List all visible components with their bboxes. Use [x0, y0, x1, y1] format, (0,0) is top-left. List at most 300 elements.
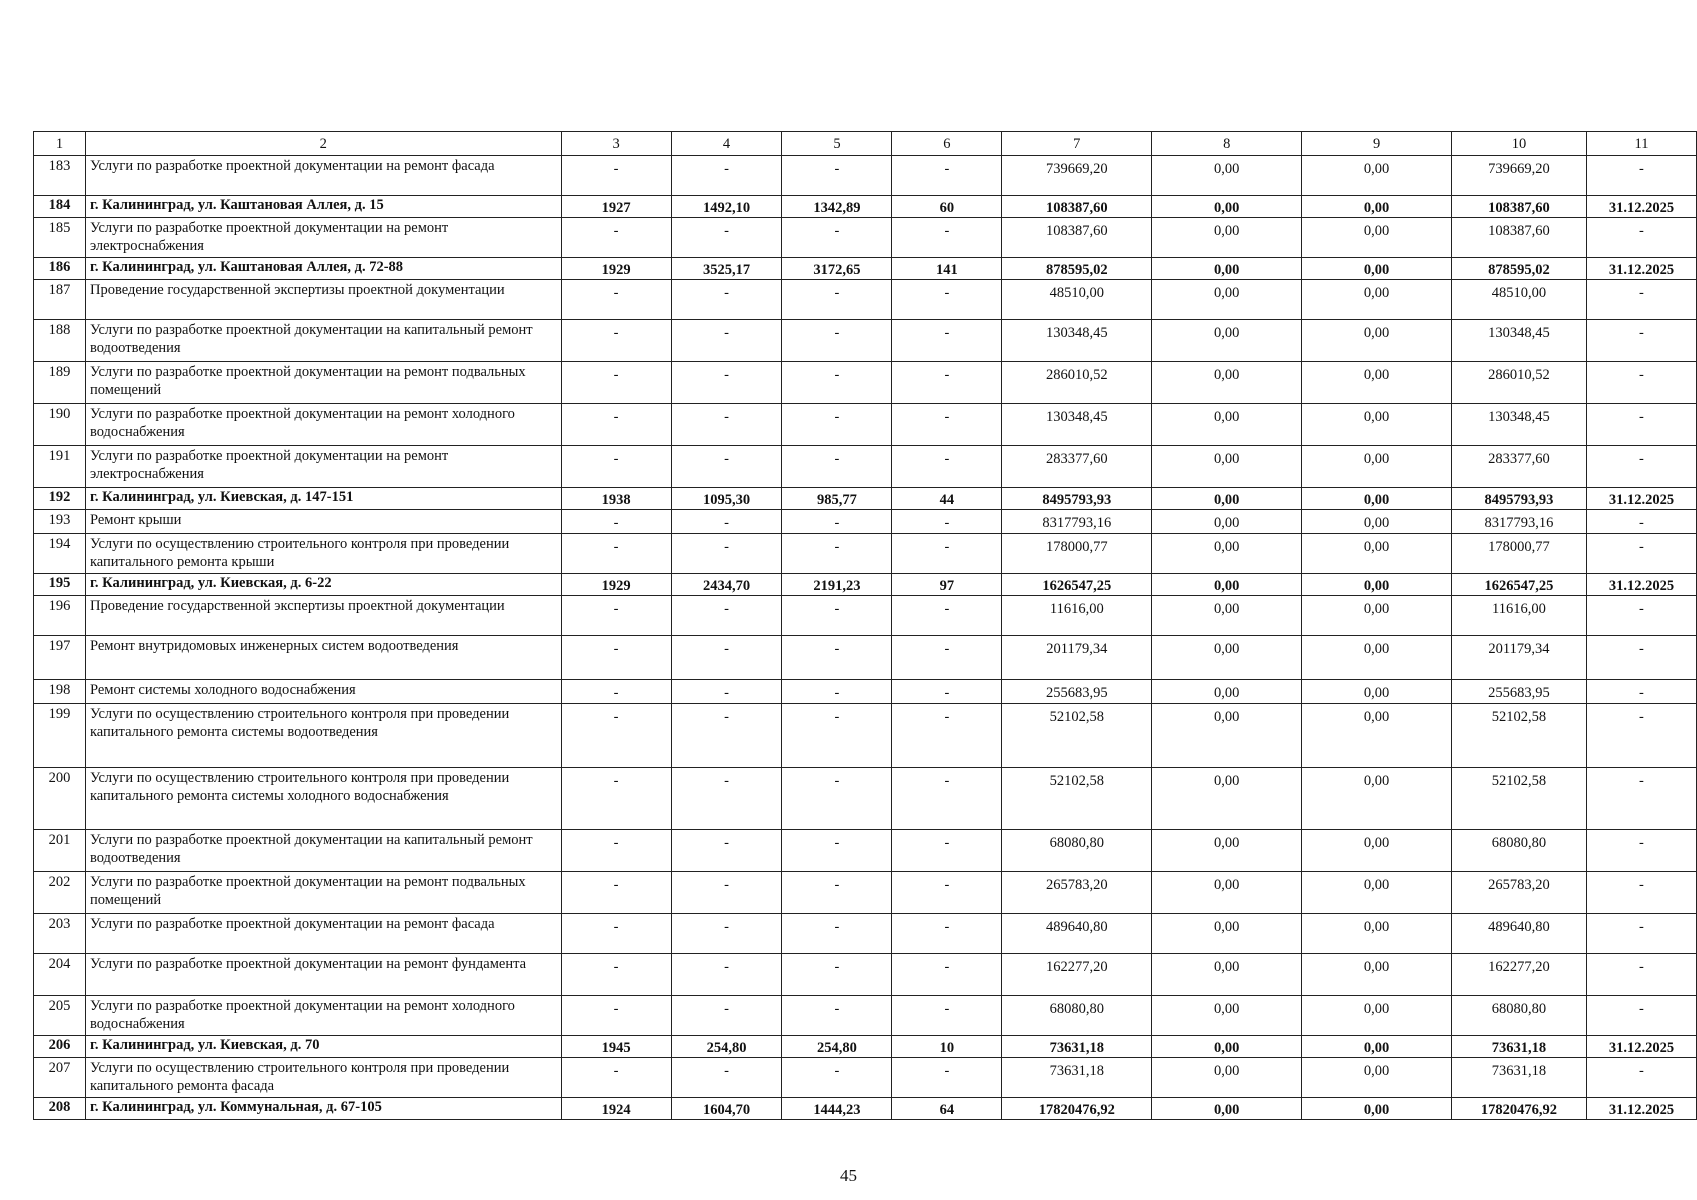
municipal-funds-cell: 0,00 [1302, 218, 1452, 258]
living-area-cell: 2191,23 [782, 574, 892, 596]
regional-funds-cell: 0,00 [1152, 258, 1302, 280]
municipal-funds-cell: 0,00 [1302, 488, 1452, 510]
year-built-cell: - [561, 954, 671, 996]
owner-funds-cell: 73631,18 [1452, 1058, 1587, 1098]
work-item-row [34, 280, 1697, 320]
owner-funds-cell: 8495793,93 [1452, 488, 1587, 510]
total-area-cell: - [671, 954, 782, 996]
description-cell: Проведение государственной экспертизы проектной документации [85, 280, 561, 320]
owner-funds-cell: 286010,52 [1452, 362, 1587, 404]
year-built-cell: - [561, 872, 671, 914]
municipal-funds-cell: 0,00 [1302, 574, 1452, 596]
regional-funds-cell: 0,00 [1152, 218, 1302, 258]
completion-date-cell: - [1586, 404, 1696, 446]
municipal-funds-cell: 0,00 [1302, 534, 1452, 574]
column-header: 10 [1452, 132, 1587, 156]
regional-funds-cell: 0,00 [1152, 280, 1302, 320]
residents-cell: - [892, 510, 1002, 534]
column-header: 4 [671, 132, 782, 156]
total-cost-cell: 265783,20 [1002, 872, 1152, 914]
completion-date-cell: - [1586, 446, 1696, 488]
total-area-cell: 1095,30 [671, 488, 782, 510]
total-area-cell: - [671, 156, 782, 196]
owner-funds-cell: 739669,20 [1452, 156, 1587, 196]
description-cell: г. Калининград, ул. Киевская, д. 147-151 [85, 488, 561, 510]
work-item-row [34, 534, 1697, 574]
municipal-funds-cell: 0,00 [1302, 1098, 1452, 1120]
year-built-cell: - [561, 320, 671, 362]
year-built-cell: - [561, 830, 671, 872]
owner-funds-cell: 68080,80 [1452, 996, 1587, 1036]
municipal-funds-cell: 0,00 [1302, 362, 1452, 404]
total-cost-cell: 878595,02 [1002, 258, 1152, 280]
residents-cell: - [892, 872, 1002, 914]
total-cost-cell: 162277,20 [1002, 954, 1152, 996]
description-cell: г. Калининград, ул. Каштановая Аллея, д. 72-88 [85, 258, 561, 280]
description-cell: Услуги по разработке проектной документации на ремонт подвальных помещений [85, 872, 561, 914]
work-item-row [34, 156, 1697, 196]
completion-date-cell: 31.12.2025 [1586, 258, 1696, 280]
row-number-cell: 188 [34, 320, 86, 362]
living-area-cell: - [782, 954, 892, 996]
living-area-cell: - [782, 404, 892, 446]
description-cell: г. Калининград, ул. Киевская, д. 6-22 [85, 574, 561, 596]
work-item-row [34, 404, 1697, 446]
total-cost-cell: 8495793,93 [1002, 488, 1152, 510]
description-cell: Ремонт крыши [85, 510, 561, 534]
column-header: 6 [892, 132, 1002, 156]
total-cost-cell: 739669,20 [1002, 156, 1152, 196]
address-row [34, 488, 1697, 510]
column-number-header-row [34, 132, 1697, 156]
owner-funds-cell: 52102,58 [1452, 704, 1587, 768]
year-built-cell: 1938 [561, 488, 671, 510]
municipal-funds-cell: 0,00 [1302, 636, 1452, 680]
total-area-cell: - [671, 1058, 782, 1098]
living-area-cell: - [782, 362, 892, 404]
residents-cell: - [892, 218, 1002, 258]
municipal-funds-cell: 0,00 [1302, 914, 1452, 954]
living-area-cell: - [782, 596, 892, 636]
total-cost-cell: 68080,80 [1002, 830, 1152, 872]
regional-funds-cell: 0,00 [1152, 488, 1302, 510]
owner-funds-cell: 73631,18 [1452, 1036, 1587, 1058]
total-area-cell: 1604,70 [671, 1098, 782, 1120]
owner-funds-cell: 201179,34 [1452, 636, 1587, 680]
year-built-cell: - [561, 680, 671, 704]
description-cell: Услуги по разработке проектной документации на капитальный ремонт водоотведения [85, 320, 561, 362]
living-area-cell: - [782, 636, 892, 680]
residents-cell: - [892, 704, 1002, 768]
municipal-funds-cell: 0,00 [1302, 996, 1452, 1036]
owner-funds-cell: 108387,60 [1452, 218, 1587, 258]
row-number-cell: 197 [34, 636, 86, 680]
regional-funds-cell: 0,00 [1152, 1036, 1302, 1058]
work-item-row [34, 1058, 1697, 1098]
municipal-funds-cell: 0,00 [1302, 872, 1452, 914]
total-area-cell: - [671, 596, 782, 636]
total-cost-cell: 73631,18 [1002, 1058, 1152, 1098]
regional-funds-cell: 0,00 [1152, 996, 1302, 1036]
completion-date-cell: - [1586, 510, 1696, 534]
column-header: 9 [1302, 132, 1452, 156]
completion-date-cell: - [1586, 280, 1696, 320]
total-cost-cell: 1626547,25 [1002, 574, 1152, 596]
owner-funds-cell: 283377,60 [1452, 446, 1587, 488]
completion-date-cell: - [1586, 636, 1696, 680]
year-built-cell: - [561, 156, 671, 196]
municipal-funds-cell: 0,00 [1302, 954, 1452, 996]
living-area-cell: 3172,65 [782, 258, 892, 280]
row-number-cell: 187 [34, 280, 86, 320]
capital-repair-table [33, 131, 1697, 1120]
column-header: 11 [1586, 132, 1696, 156]
year-built-cell: - [561, 596, 671, 636]
year-built-cell: - [561, 914, 671, 954]
total-area-cell: - [671, 362, 782, 404]
municipal-funds-cell: 0,00 [1302, 1036, 1452, 1058]
year-built-cell: - [561, 1058, 671, 1098]
total-cost-cell: 48510,00 [1002, 280, 1152, 320]
year-built-cell: - [561, 534, 671, 574]
description-cell: Услуги по осуществлению строительного контроля при проведении капитального ремонта крыши [85, 534, 561, 574]
regional-funds-cell: 0,00 [1152, 768, 1302, 830]
residents-cell: - [892, 446, 1002, 488]
work-item-row [34, 954, 1697, 996]
total-area-cell: - [671, 636, 782, 680]
regional-funds-cell: 0,00 [1152, 1098, 1302, 1120]
municipal-funds-cell: 0,00 [1302, 510, 1452, 534]
row-number-cell: 203 [34, 914, 86, 954]
residents-cell: - [892, 914, 1002, 954]
completion-date-cell: - [1586, 996, 1696, 1036]
row-number-cell: 193 [34, 510, 86, 534]
row-number-cell: 185 [34, 218, 86, 258]
residents-cell: - [892, 320, 1002, 362]
work-item-row [34, 680, 1697, 704]
completion-date-cell: - [1586, 872, 1696, 914]
total-cost-cell: 108387,60 [1002, 218, 1152, 258]
owner-funds-cell: 108387,60 [1452, 196, 1587, 218]
completion-date-cell: - [1586, 218, 1696, 258]
completion-date-cell: - [1586, 362, 1696, 404]
residents-cell: 141 [892, 258, 1002, 280]
description-cell: Услуги по разработке проектной документации на ремонт электроснабжения [85, 218, 561, 258]
year-built-cell: - [561, 636, 671, 680]
description-cell: Ремонт внутридомовых инженерных систем водоотведения [85, 636, 561, 680]
total-cost-cell: 108387,60 [1002, 196, 1152, 218]
living-area-cell: - [782, 446, 892, 488]
residents-cell: - [892, 636, 1002, 680]
row-number-cell: 196 [34, 596, 86, 636]
table-body [34, 132, 1697, 1120]
regional-funds-cell: 0,00 [1152, 446, 1302, 488]
year-built-cell: - [561, 996, 671, 1036]
total-cost-cell: 73631,18 [1002, 1036, 1152, 1058]
living-area-cell: - [782, 704, 892, 768]
row-number-cell: 200 [34, 768, 86, 830]
year-built-cell: 1929 [561, 258, 671, 280]
municipal-funds-cell: 0,00 [1302, 196, 1452, 218]
municipal-funds-cell: 0,00 [1302, 596, 1452, 636]
residents-cell: - [892, 954, 1002, 996]
completion-date-cell: - [1586, 704, 1696, 768]
residents-cell: - [892, 534, 1002, 574]
completion-date-cell: 31.12.2025 [1586, 488, 1696, 510]
description-cell: Ремонт системы холодного водоснабжения [85, 680, 561, 704]
regional-funds-cell: 0,00 [1152, 596, 1302, 636]
living-area-cell: 985,77 [782, 488, 892, 510]
row-number-cell: 208 [34, 1098, 86, 1120]
work-item-row [34, 446, 1697, 488]
living-area-cell: 1444,23 [782, 1098, 892, 1120]
municipal-funds-cell: 0,00 [1302, 704, 1452, 768]
regional-funds-cell: 0,00 [1152, 510, 1302, 534]
year-built-cell: - [561, 218, 671, 258]
total-area-cell: - [671, 704, 782, 768]
address-row [34, 196, 1697, 218]
completion-date-cell: - [1586, 534, 1696, 574]
owner-funds-cell: 68080,80 [1452, 830, 1587, 872]
row-number-cell: 189 [34, 362, 86, 404]
completion-date-cell: - [1586, 768, 1696, 830]
owner-funds-cell: 255683,95 [1452, 680, 1587, 704]
completion-date-cell: 31.12.2025 [1586, 1098, 1696, 1120]
residents-cell: 10 [892, 1036, 1002, 1058]
residents-cell: - [892, 680, 1002, 704]
column-header: 2 [85, 132, 561, 156]
municipal-funds-cell: 0,00 [1302, 404, 1452, 446]
work-item-row [34, 596, 1697, 636]
total-area-cell: 1492,10 [671, 196, 782, 218]
living-area-cell: - [782, 534, 892, 574]
owner-funds-cell: 878595,02 [1452, 258, 1587, 280]
completion-date-cell: 31.12.2025 [1586, 574, 1696, 596]
description-cell: Услуги по разработке проектной документации на ремонт электроснабжения [85, 446, 561, 488]
year-built-cell: - [561, 704, 671, 768]
living-area-cell: - [782, 218, 892, 258]
owner-funds-cell: 17820476,92 [1452, 1098, 1587, 1120]
living-area-cell: - [782, 1058, 892, 1098]
work-item-row [34, 830, 1697, 872]
completion-date-cell: 31.12.2025 [1586, 1036, 1696, 1058]
work-item-row [34, 872, 1697, 914]
total-cost-cell: 130348,45 [1002, 404, 1152, 446]
residents-cell: 97 [892, 574, 1002, 596]
total-cost-cell: 130348,45 [1002, 320, 1152, 362]
completion-date-cell: - [1586, 1058, 1696, 1098]
description-cell: Услуги по разработке проектной документации на ремонт подвальных помещений [85, 362, 561, 404]
residents-cell: - [892, 996, 1002, 1036]
total-area-cell: - [671, 320, 782, 362]
row-number-cell: 194 [34, 534, 86, 574]
total-area-cell: - [671, 680, 782, 704]
municipal-funds-cell: 0,00 [1302, 830, 1452, 872]
total-area-cell: - [671, 534, 782, 574]
residents-cell: - [892, 362, 1002, 404]
row-number-cell: 204 [34, 954, 86, 996]
row-number-cell: 191 [34, 446, 86, 488]
total-area-cell: - [671, 218, 782, 258]
total-area-cell: 3525,17 [671, 258, 782, 280]
description-cell: г. Калининград, ул. Киевская, д. 70 [85, 1036, 561, 1058]
row-number-cell: 192 [34, 488, 86, 510]
living-area-cell: - [782, 830, 892, 872]
row-number-cell: 183 [34, 156, 86, 196]
row-number-cell: 190 [34, 404, 86, 446]
work-item-row [34, 996, 1697, 1036]
work-item-row [34, 510, 1697, 534]
residents-cell: - [892, 768, 1002, 830]
total-area-cell: - [671, 830, 782, 872]
total-cost-cell: 52102,58 [1002, 768, 1152, 830]
column-header: 3 [561, 132, 671, 156]
column-header: 8 [1152, 132, 1302, 156]
regional-funds-cell: 0,00 [1152, 534, 1302, 574]
total-cost-cell: 201179,34 [1002, 636, 1152, 680]
total-cost-cell: 283377,60 [1002, 446, 1152, 488]
total-cost-cell: 8317793,16 [1002, 510, 1152, 534]
page-number: 45 [840, 1166, 857, 1185]
row-number-cell: 202 [34, 872, 86, 914]
column-header: 1 [34, 132, 86, 156]
column-header: 5 [782, 132, 892, 156]
living-area-cell: - [782, 320, 892, 362]
address-row [34, 258, 1697, 280]
total-cost-cell: 489640,80 [1002, 914, 1152, 954]
total-area-cell: - [671, 446, 782, 488]
row-number-cell: 195 [34, 574, 86, 596]
description-cell: Услуги по разработке проектной документации на ремонт фасада [85, 914, 561, 954]
owner-funds-cell: 130348,45 [1452, 404, 1587, 446]
completion-date-cell: - [1586, 914, 1696, 954]
description-cell: Услуги по разработке проектной документации на ремонт холодного водоснабжения [85, 996, 561, 1036]
document-sheet [33, 131, 1697, 1120]
municipal-funds-cell: 0,00 [1302, 258, 1452, 280]
residents-cell: - [892, 830, 1002, 872]
year-built-cell: 1927 [561, 196, 671, 218]
municipal-funds-cell: 0,00 [1302, 768, 1452, 830]
residents-cell: - [892, 404, 1002, 446]
regional-funds-cell: 0,00 [1152, 914, 1302, 954]
municipal-funds-cell: 0,00 [1302, 156, 1452, 196]
year-built-cell: 1929 [561, 574, 671, 596]
owner-funds-cell: 265783,20 [1452, 872, 1587, 914]
regional-funds-cell: 0,00 [1152, 872, 1302, 914]
completion-date-cell: 31.12.2025 [1586, 196, 1696, 218]
row-number-cell: 207 [34, 1058, 86, 1098]
row-number-cell: 199 [34, 704, 86, 768]
description-cell: Услуги по осуществлению строительного контроля при проведении капитального ремонта системы холодного водоснабжения [85, 768, 561, 830]
owner-funds-cell: 1626547,25 [1452, 574, 1587, 596]
regional-funds-cell: 0,00 [1152, 704, 1302, 768]
regional-funds-cell: 0,00 [1152, 320, 1302, 362]
year-built-cell: - [561, 446, 671, 488]
completion-date-cell: - [1586, 830, 1696, 872]
residents-cell: 44 [892, 488, 1002, 510]
regional-funds-cell: 0,00 [1152, 196, 1302, 218]
column-header: 7 [1002, 132, 1152, 156]
residents-cell: - [892, 280, 1002, 320]
regional-funds-cell: 0,00 [1152, 636, 1302, 680]
living-area-cell: - [782, 510, 892, 534]
year-built-cell: - [561, 404, 671, 446]
total-area-cell: - [671, 280, 782, 320]
year-built-cell: - [561, 362, 671, 404]
year-built-cell: - [561, 510, 671, 534]
residents-cell: - [892, 156, 1002, 196]
work-item-row [34, 320, 1697, 362]
description-cell: Услуги по разработке проектной документации на ремонт фасада [85, 156, 561, 196]
address-row [34, 1036, 1697, 1058]
year-built-cell: - [561, 280, 671, 320]
address-row [34, 1098, 1697, 1120]
regional-funds-cell: 0,00 [1152, 680, 1302, 704]
year-built-cell: 1924 [561, 1098, 671, 1120]
work-item-row [34, 362, 1697, 404]
row-number-cell: 206 [34, 1036, 86, 1058]
total-cost-cell: 11616,00 [1002, 596, 1152, 636]
description-cell: г. Калининград, ул. Каштановая Аллея, д. 15 [85, 196, 561, 218]
living-area-cell: - [782, 768, 892, 830]
living-area-cell: 254,80 [782, 1036, 892, 1058]
regional-funds-cell: 0,00 [1152, 574, 1302, 596]
description-cell: Услуги по осуществлению строительного контроля при проведении капитального ремонта системы водоотведения [85, 704, 561, 768]
residents-cell: - [892, 596, 1002, 636]
municipal-funds-cell: 0,00 [1302, 280, 1452, 320]
row-number-cell: 198 [34, 680, 86, 704]
work-item-row [34, 218, 1697, 258]
year-built-cell: 1945 [561, 1036, 671, 1058]
total-cost-cell: 178000,77 [1002, 534, 1152, 574]
regional-funds-cell: 0,00 [1152, 1058, 1302, 1098]
residents-cell: 64 [892, 1098, 1002, 1120]
owner-funds-cell: 178000,77 [1452, 534, 1587, 574]
completion-date-cell: - [1586, 596, 1696, 636]
owner-funds-cell: 489640,80 [1452, 914, 1587, 954]
living-area-cell: 1342,89 [782, 196, 892, 218]
owner-funds-cell: 48510,00 [1452, 280, 1587, 320]
completion-date-cell: - [1586, 954, 1696, 996]
completion-date-cell: - [1586, 680, 1696, 704]
total-cost-cell: 17820476,92 [1002, 1098, 1152, 1120]
municipal-funds-cell: 0,00 [1302, 446, 1452, 488]
regional-funds-cell: 0,00 [1152, 156, 1302, 196]
year-built-cell: - [561, 768, 671, 830]
regional-funds-cell: 0,00 [1152, 954, 1302, 996]
total-area-cell: - [671, 404, 782, 446]
living-area-cell: - [782, 914, 892, 954]
work-item-row [34, 914, 1697, 954]
living-area-cell: - [782, 280, 892, 320]
regional-funds-cell: 0,00 [1152, 830, 1302, 872]
municipal-funds-cell: 0,00 [1302, 680, 1452, 704]
total-area-cell: - [671, 510, 782, 534]
work-item-row [34, 768, 1697, 830]
total-cost-cell: 52102,58 [1002, 704, 1152, 768]
description-cell: Услуги по осуществлению строительного контроля при проведении капитального ремонта фасада [85, 1058, 561, 1098]
total-area-cell: - [671, 914, 782, 954]
regional-funds-cell: 0,00 [1152, 362, 1302, 404]
row-number-cell: 201 [34, 830, 86, 872]
row-number-cell: 186 [34, 258, 86, 280]
work-item-row [34, 636, 1697, 680]
total-cost-cell: 286010,52 [1002, 362, 1152, 404]
row-number-cell: 205 [34, 996, 86, 1036]
regional-funds-cell: 0,00 [1152, 404, 1302, 446]
residents-cell: 60 [892, 196, 1002, 218]
municipal-funds-cell: 0,00 [1302, 1058, 1452, 1098]
